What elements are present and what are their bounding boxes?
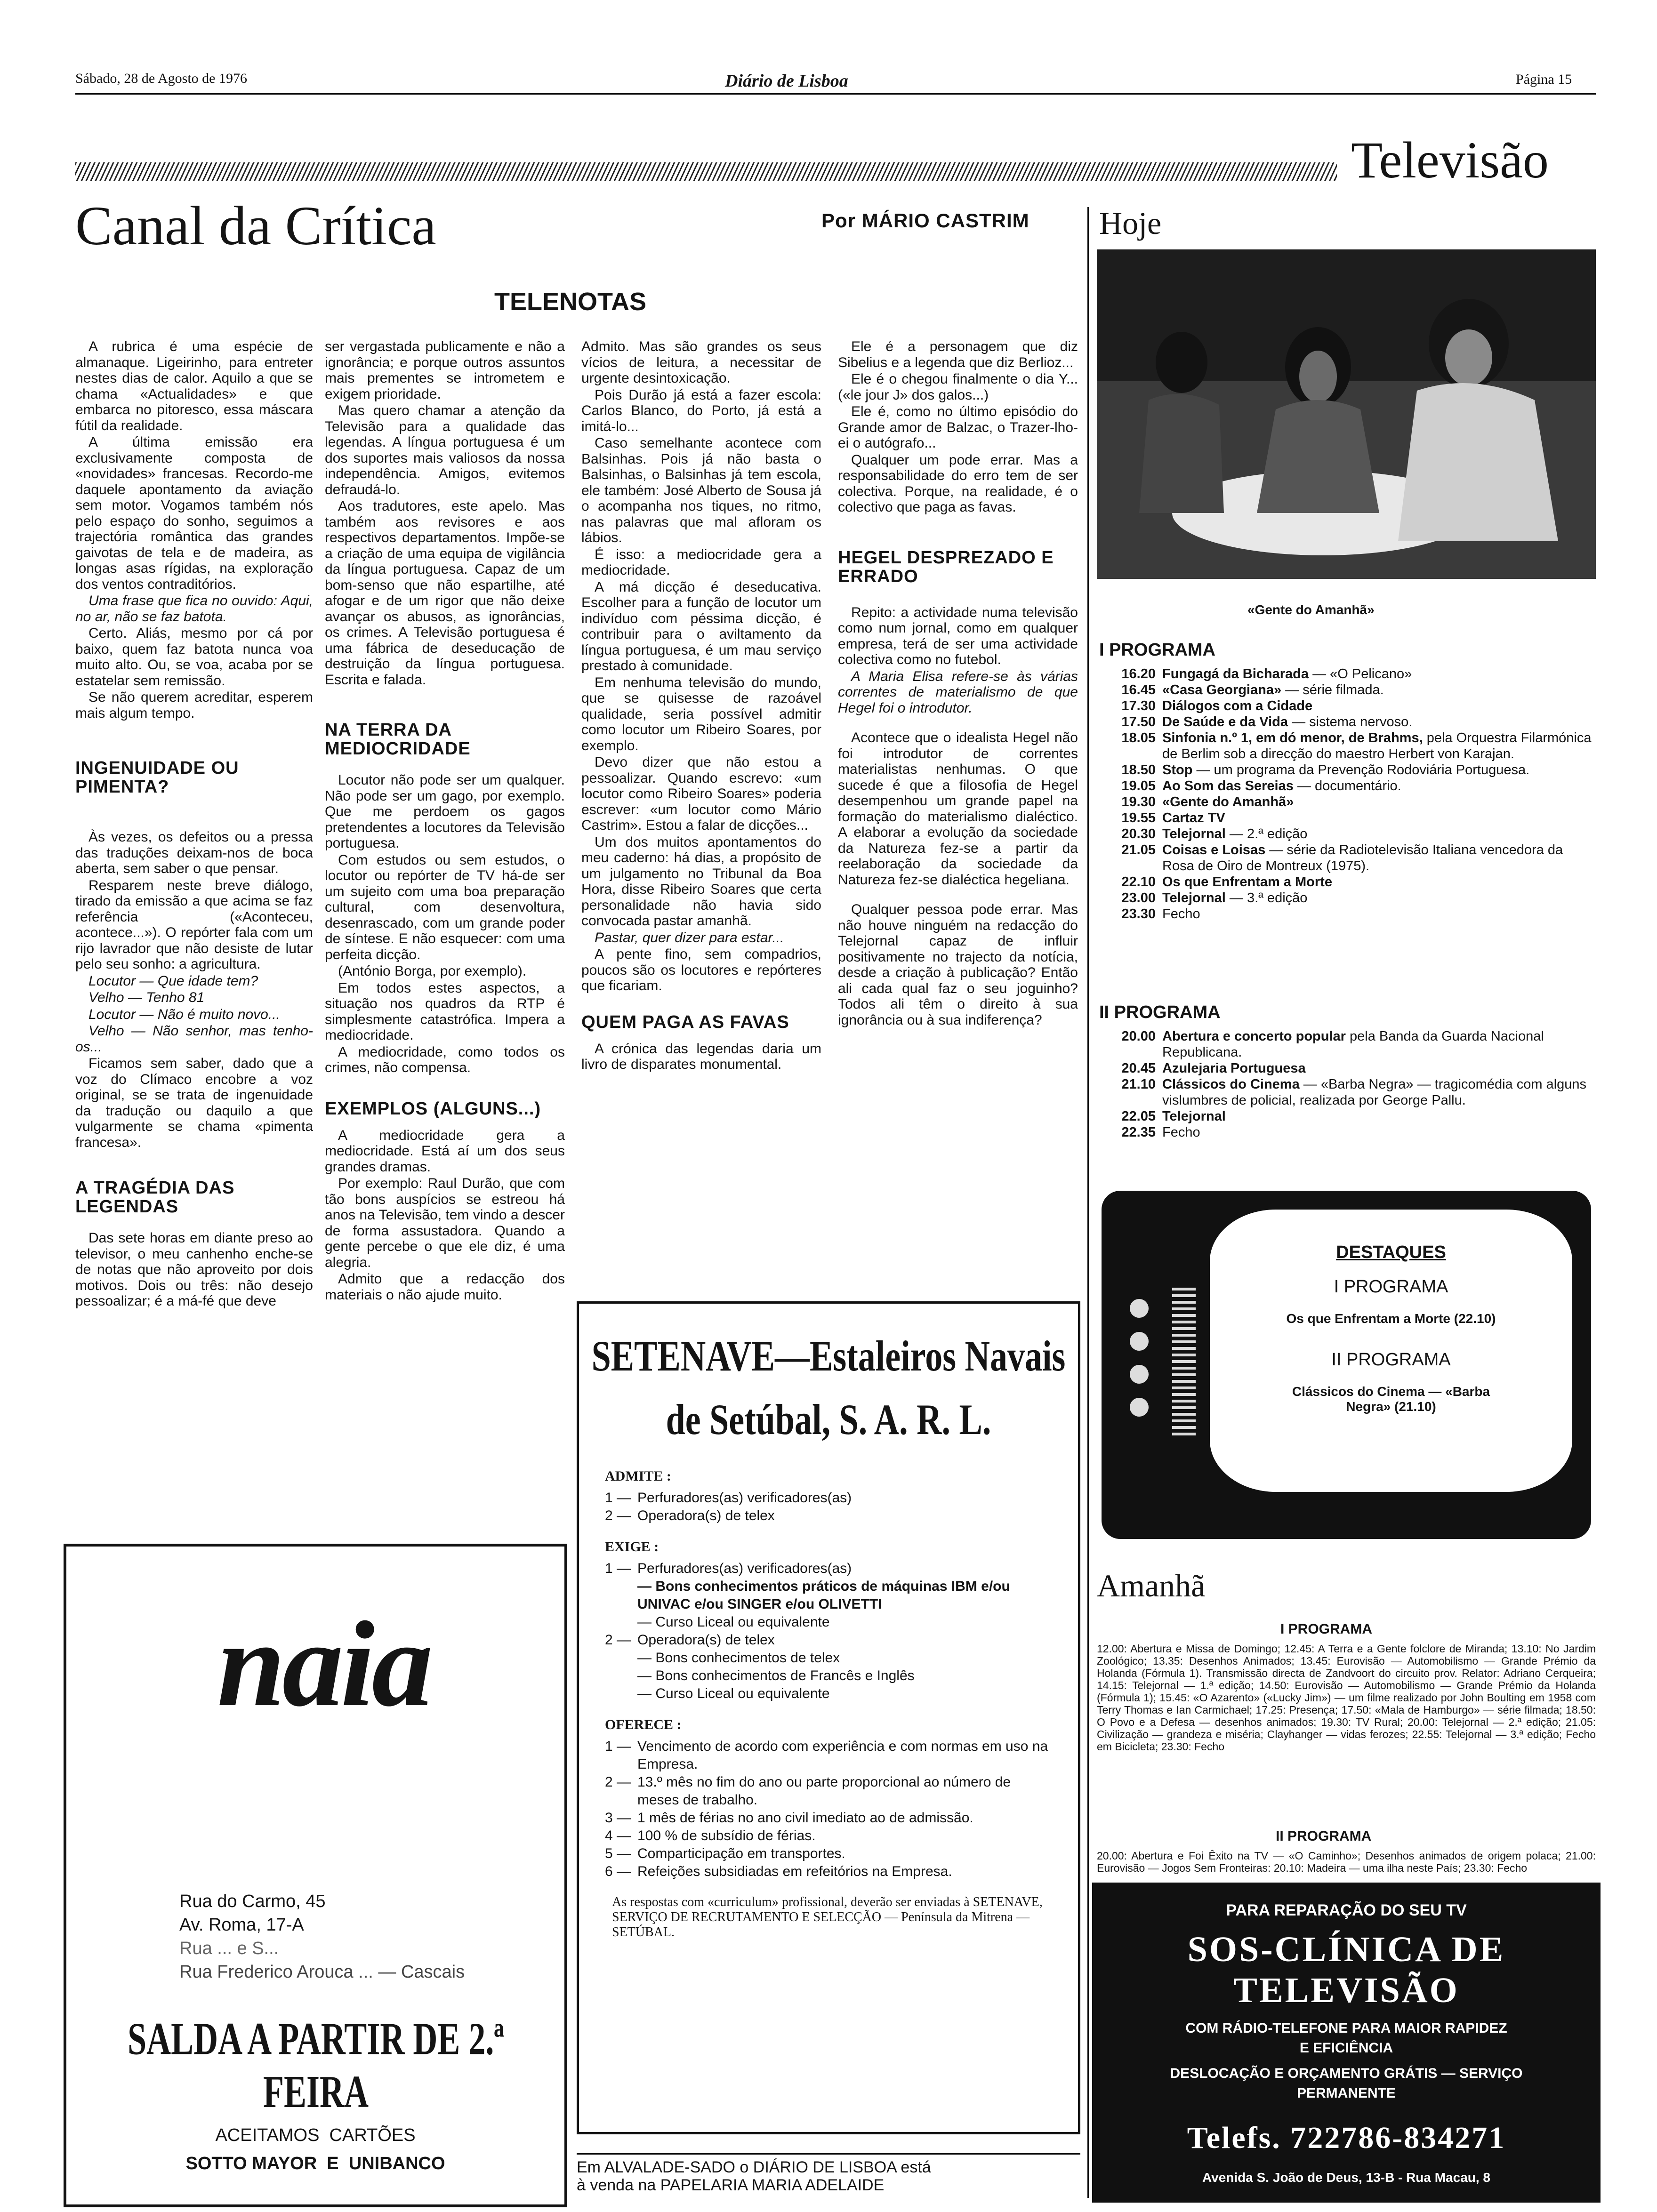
header-date: Sábado, 28 de Agosto de 1976 [75, 71, 247, 86]
schedule-show: Os que Enfrentam a Morte [1162, 874, 1332, 890]
paragraph: Uma frase que fica no ouvido: Aqui, no ar, não se faz batota. [75, 593, 313, 625]
schedule-show: Abertura e concerto popular [1162, 1029, 1346, 1044]
setenave-title-2: de Setúbal, S. A. R. L. [666, 1395, 991, 1444]
dialogue-line: Velho — Tenho 81 [88, 990, 205, 1005]
schedule-time: 21.10 [1121, 1077, 1156, 1092]
schedule-time: 20.30 [1121, 826, 1156, 842]
paragraph: Admito que a redacção dos materiais o não ajude muito. [325, 1271, 565, 1303]
program-2-list [1099, 1028, 1598, 1140]
paragraph: Em todos estes aspectos, a situação nos quadros da RTP é simplesmente catastrófica. Impera a mediocridade. [325, 980, 565, 1043]
schedule-item [1099, 698, 1598, 714]
schedule-show: «Gente do Amanhã» [1162, 794, 1294, 809]
today-title: Hoje [1099, 205, 1162, 241]
schedule-time: 18.05 [1121, 730, 1156, 745]
schedule-note: — 2.ª edição [1225, 826, 1308, 842]
list-item [603, 1560, 1054, 1578]
schedule-time: 19.55 [1121, 810, 1156, 825]
tomorrow-program-1-text: 12.00: Abertura e Missa de Domingo; 12.45: A Terra e a Gente folclore de Miranda; 13.10: No Jardim Zoológico; 13.35: Desenhos Animados; 13.45: Eurovisão — Automobilismo — Grande Prémio da Holanda (Fórmula 1). Transmissão directa de Zandvoort do circuito prov. Relator: Adriano Cerqueira; 14.15: Telejornal — 1.ª edição; 14.50: Eurovisão — Automobilismo — Grande Prémio da Holanda (Fórmula 1); 15.45: «O Azarento» («Lucky Jim») — um filme realizado por John Boulting em 1958 com Terry Thomas e Ian Carmichael; 17.25: Presença; 17.50: «Mala de Hamburgo» — série filmada; 18.50: O Povo e a Defesa — desenhos animados; 19.30: TV Rural; 20.00: Telejornal — 2.ª edição; 21.05: Civilização — grandeza e miséria; Clayhanger — vidas ferozes; 22.55: Telejornal — 3.ª edição; Fecho em Bicicleta; 23.30: Fecho [1097, 1643, 1596, 1753]
list-item [603, 1613, 1054, 1631]
list-item [603, 1649, 1054, 1667]
paragraph: A pente fino, sem compadrios, poucos são os locutores e repórteres que ficariam. [581, 946, 821, 994]
schedule-note: — «O Pelicano» [1309, 666, 1412, 681]
naia-sale: SALDA A PARTIR DE 2.ª FEIRA [128, 2013, 504, 2117]
masthead: Diário de Lisboa [720, 71, 853, 91]
tomorrow-program-2-text: 20.00: Abertura e Foi Êxito na TV — «O Caminho»; Desenhos animados de origem polaca; 21.00: Eurovisão — Jogos Sem Fronteiras: 20.10: Madeira — uma ilha neste País; 23.30: Fecho [1097, 1850, 1596, 1874]
sos-line-1: COM RÁDIO-TELEFONE PARA MAIOR RAPIDEZ [1185, 2020, 1507, 2036]
sos-address: Avenida S. João de Deus, 13-B - Rua Macau, 8 [1202, 2170, 1491, 2185]
program-2-title: II PROGRAMA [1099, 1002, 1221, 1022]
paragraph: Qualquer um pode errar. Mas a responsabilidade do erro tem de ser colectiva. Porque, na realidade, é o colectivo que paga as favas. [838, 452, 1078, 515]
exige-list [603, 1560, 1054, 1703]
paragraph: Um dos muitos apontamentos do meu caderno: há dias, a propósito de um julgamento no Tribunal da Boa Hora, disse Ribeiro Soares que certa personalidade não havia sido convocada pastar amanhã. [581, 834, 821, 929]
paragraph: Locutor não pode ser um qualquer. Não pode ser um gago, por exemplo. Que me perdoem os gagos pretendentes a locutores da Televisão portuguesa. [325, 772, 565, 851]
tv-speaker [1172, 1285, 1196, 1435]
schedule-note: — «Barba Negra» — tragicomédia com alguns vislumbres de policial, realizada por George Pallu. [1162, 1077, 1587, 1108]
naia-cards-line-1: ACEITAMOS CARTÕES [215, 2125, 416, 2145]
paragraph: Caso semelhante acontece com Balsinhas. Pois já não basta o Balsinhas, o Balsinhas já tem escola, ele também: José Alberto de Sousa já o acompanha nos tiques, no ritmo, nas palavras que mal afloram os lábios. [581, 435, 821, 545]
paragraph: Mas quero chamar a atenção da Televisão para a qualidade das legendas. A língua portuguesa é um dos suportes mais valiosos da nossa independência. Amigos, evitemos defraudá-lo. [325, 403, 565, 497]
schedule-time: 22.10 [1121, 874, 1156, 890]
list-number: 6 — [604, 1864, 631, 1879]
highlights-program-1: I PROGRAMA [1334, 1277, 1448, 1297]
paragraph: É isso: a mediocridade gera a mediocridade. [581, 546, 821, 578]
schedule-time: 23.00 [1121, 890, 1156, 906]
list-text: Refeições subsidiadas em refeitórios na Empresa. [637, 1864, 952, 1879]
list-item [603, 1827, 1054, 1845]
list-number: 1 — [604, 1490, 631, 1506]
list-item [603, 1773, 1054, 1809]
paragraph: Pois Durão já está a fazer escola: Carlos Blanco, do Porto, já está a imitá-lo... [581, 387, 821, 434]
schedule-item [1099, 906, 1598, 922]
article-column-1 [75, 339, 313, 1310]
list-text: — Curso Liceal ou equivalente [637, 1686, 830, 1701]
schedule-time: 22.35 [1121, 1125, 1156, 1140]
list-text: 13.º mês no fim do ano ou parte proporcional ao número de meses de trabalho. [637, 1774, 1011, 1808]
list-text: Operadora(s) de telex [637, 1508, 775, 1523]
schedule-show: Diálogos com a Cidade [1162, 698, 1313, 713]
admite-label: ADMITE : [605, 1468, 671, 1484]
list-number: 3 — [604, 1810, 631, 1826]
schedule-item [1099, 810, 1598, 826]
highlights-item-1: Os que Enfrentam a Morte (22.10) [1286, 1311, 1496, 1326]
subheading: QUEM PAGA AS FAVAS [581, 1012, 789, 1032]
list-item [603, 1667, 1054, 1685]
schedule-time: 18.50 [1121, 762, 1156, 777]
list-number [603, 1667, 631, 1685]
schedule-time: 20.00 [1121, 1029, 1156, 1044]
schedule-item [1099, 826, 1598, 842]
schedule-time: 17.30 [1121, 698, 1156, 713]
naia-address: Av. Roma, 17-A [179, 1915, 304, 1935]
byline: Por MÁRIO CASTRIM [821, 209, 1030, 232]
admite-list [603, 1489, 1054, 1525]
dialogue-line: Locutor — Que idade tem? [88, 973, 258, 989]
schedule-item [1099, 714, 1598, 730]
schedule-item [1099, 1028, 1598, 1060]
sos-title: SOS-CLÍNICA DE TELEVISÃO [1187, 1930, 1505, 2010]
paragraph: Ele é, como no último episódio do Grande amor de Balzac, o Trazer-lho-ei o autógrafo... [838, 404, 1078, 451]
list-item [603, 1507, 1054, 1525]
paragraph: Admito. Mas são grandes os seus vícios de leitura, a necessitar de urgente desintoxicação. [581, 339, 821, 386]
tv-knob [1130, 1299, 1149, 1318]
list-number [603, 1649, 631, 1667]
list-text: — Bons conhecimentos práticos de máquinas IBM e/ou UNIVAC e/ou SINGER e/ou OLIVETTI [637, 1579, 1010, 1612]
highlights-title: DESTAQUES [1336, 1242, 1446, 1262]
list-number [603, 1613, 631, 1631]
schedule-note: — documentário. [1293, 778, 1401, 793]
schedule-show: Clássicos do Cinema [1162, 1077, 1300, 1092]
alvalade-line-1: Em ALVALADE-SADO o DIÁRIO DE LISBOA está [577, 2158, 931, 2176]
paragraph: A mediocridade, como todos os crimes, não compensa. [325, 1044, 565, 1075]
paragraph: Aos tradutores, este apelo. Mas também aos revisores e aos respectivos departamentos. Impõe-se a criação de uma equipa de vigilância da língua portuguesa. Capaz de um bom-senso que não espartilhe, até afogar e de um rigor que não deixe avançar os abusos, as ignorâncias, os crimes. A Televisão portuguesa é uma fábrica de deseducação de destruição da língua portuguesa. Escrita e falada. [325, 498, 565, 688]
dialogue-line: Velho — Não senhor, mas tenho-os... [75, 1023, 313, 1055]
paragraph: Ficamos sem saber, dado que a voz do Clímaco encobre a voz original, se se trata de ingenuidade da tradução ou daquilo a que vulgarmente se chama «pimenta francesa». [75, 1056, 313, 1150]
list-text: Perfuradores(as) verificadores(as) [637, 1561, 852, 1576]
list-number: 1 — [604, 1739, 631, 1754]
highlights-item-2: Clássicos do Cinema — «Barba Negra» (21.10) [1292, 1384, 1490, 1414]
subheading: NA TERRA DA MEDIOCRIDADE [325, 720, 471, 759]
list-text: Comparticipação em transportes. [637, 1846, 845, 1861]
schedule-note: pela Orquestra Filarmónica de Berlim sob a direcção do maestro Herbert von Karajan. [1162, 730, 1592, 761]
tv-knob [1130, 1332, 1149, 1351]
list-text: — Bons conhecimentos de telex [637, 1650, 840, 1666]
naia-address: Rua Frederico Arouca ... — Cascais [179, 1962, 465, 1982]
subheading: EXEMPLOS (ALGUNS...) [325, 1098, 541, 1119]
list-number: 1 — [604, 1561, 631, 1576]
schedule-show: Telejornal [1162, 890, 1226, 906]
schedule-note: Fecho [1162, 906, 1200, 922]
paragraph: A Maria Elisa refere-se às várias correntes de materialismo de que Hegel foi o introdutor. [838, 668, 1078, 716]
schedule-show: De Saúde e da Vida [1162, 714, 1288, 729]
list-number: 2 — [604, 1632, 631, 1648]
program-1-list [1099, 666, 1598, 922]
list-number: 2 — [604, 1508, 631, 1523]
schedule-show: Sinfonia n.º 1, em dó menor, de Brahms, [1162, 730, 1423, 745]
schedule-item [1099, 842, 1598, 874]
paragraph: ser vergastada publicamente e não a ignorância; e porque outros assuntos mais prementes se intrometem e exigem prioridade. [325, 339, 565, 402]
list-number: 4 — [604, 1828, 631, 1843]
schedule-item [1099, 1108, 1598, 1124]
schedule-note: Fecho [1162, 1125, 1200, 1140]
photo-illustration [1097, 249, 1596, 579]
list-item [603, 1863, 1054, 1881]
schedule-show: Fungagá da Bicharada [1162, 666, 1309, 681]
list-number: 2 — [604, 1774, 631, 1790]
paragraph: Repito: a actividade numa televisão como num jornal, como em qualquer empresa, terá de ser uma actividade colectiva como no futebol. [838, 604, 1078, 667]
list-item [603, 1578, 1054, 1613]
list-text: Perfuradores(as) verificadores(as) [637, 1490, 852, 1506]
list-text: Vencimento de acordo com experiência e com normas em uso na Empresa. [637, 1739, 1048, 1772]
schedule-item [1099, 890, 1598, 906]
paragraph: Pastar, quer dizer para estar... [595, 930, 784, 946]
exige-label: EXIGE : [605, 1539, 659, 1555]
schedule-item [1099, 682, 1598, 698]
paragraph: Com estudos ou sem estudos, o locutor ou repórter de TV há-de ser um sujeito com uma boa preparação cultural, com desenvoltura, desenrascado, com um grande poder de síntese. E não esquecer: com uma perfeita dicção. [325, 852, 565, 962]
section-hatch [75, 162, 1337, 181]
paragraph: Devo dizer que não estou a pessoalizar. Quando escrevo: «um locutor como Ribeiro Soares» poderia escrever: «um locutor como Mário Castrim». Estou a falar de dicções... [581, 754, 821, 833]
dialogue-line: Locutor — Não é muito novo... [88, 1006, 280, 1022]
schedule-show: «Casa Georgiana» [1162, 682, 1282, 697]
schedule-time: 17.50 [1121, 714, 1156, 729]
column-divider [1087, 207, 1089, 2198]
subheading: A TRAGÉDIA DAS LEGENDAS [75, 1178, 235, 1217]
article-column-4 [838, 339, 1078, 1029]
schedule-item [1099, 794, 1598, 810]
schedule-time: 23.30 [1121, 906, 1156, 922]
tomorrow-title: Amanhã [1097, 1568, 1206, 1603]
paragraph: (António Borga, por exemplo). [338, 963, 527, 979]
photo-caption: «Gente do Amanhã» [1247, 602, 1375, 617]
list-number [603, 1685, 631, 1703]
schedule-show: Telejornal [1162, 1109, 1226, 1124]
article-column-2 [325, 339, 565, 1304]
highlights-program-2: II PROGRAMA [1331, 1350, 1451, 1370]
list-item [603, 1738, 1054, 1773]
schedule-show: Coisas e Loisas [1162, 842, 1266, 858]
paragraph: A má dicção é deseducativa. Escolher para a função de locutor um indivíduo com péssima dicção, é contribuir para o aviltamento da língua portuguesa, é um mau serviço prestado à comunidade. [581, 579, 821, 673]
subheading: INGENUIDADE OU PIMENTA? [75, 758, 239, 797]
naia-cards-line-2: SOTTO MAYOR E UNIBANCO [185, 2154, 445, 2173]
paragraph: Acontece que o idealista Hegel não foi introdutor de correntes materialistas nenhumas. O que sucede é que a filosofia de Hegel desempenhou um grande papel na formação do materialismo dialéctico. A elaborar a evolução da sociedade da Natureza fez-se a partir da reelaboração da sociedade da Natureza fez-se dialéctica hegeliana. [838, 730, 1078, 888]
sos-telephone: Telefs. 722786-834271 [1187, 2121, 1506, 2155]
paragraph: A última emissão era exclusivamente composta de «novidades» francesas. Recordo-me daquele apontamento da aviação sem motor. Vogamos também nós pelo espaço do sonho, seguimos a trajectória romântica das grandes gaivotas de tela e de madeira, as longas asas rígidas, na exploração dos ventos contraditórios. [75, 434, 313, 592]
list-text: — Curso Liceal ou equivalente [637, 1614, 830, 1630]
alvalade-notice [577, 2153, 1080, 2194]
schedule-note: pela Banda da Guarda Nacional Republicana. [1162, 1029, 1544, 1060]
sos-ad [1092, 1883, 1601, 2203]
paragraph: A mediocridade gera a mediocridade. Está aí um dos seus grandes dramas. [325, 1127, 565, 1175]
schedule-time: 19.30 [1121, 794, 1156, 809]
schedule-item [1099, 1076, 1598, 1108]
schedule-time: 21.05 [1121, 842, 1156, 858]
naia-address: Rua do Carmo, 45 [179, 1891, 326, 1911]
schedule-show: Ao Som das Sereias [1162, 778, 1294, 793]
header-rule [75, 93, 1596, 95]
article-title: Canal da Crítica [75, 195, 436, 256]
schedule-note: — 3.ª edição [1225, 890, 1308, 906]
schedule-show: Stop [1162, 762, 1193, 777]
paragraph: Certo. Aliás, mesmo por cá por baixo, quem faz batota nunca voa muito alto. Ou, se voa, acaba por se estatelar sem remissão. [75, 625, 313, 689]
schedule-show: Telejornal [1162, 826, 1226, 842]
tv-screen [1210, 1210, 1572, 1492]
naia-ad [64, 1544, 567, 2207]
tv-knob [1130, 1398, 1149, 1417]
setenave-footer: As respostas com «curriculum» profissional, deverão ser enviadas à SETENAVE, SERVIÇO DE RECRUTAMENTO E SELECÇÃO — Península da Mitrena — SETÚBAL. [612, 1895, 1043, 1940]
paragraph: Resparem neste breve diálogo, tirado da emissão a que acima se faz referência («Aconteceu, acontece...»). O repórter fala com um rijo lavrador que não desiste de lutar pelo seu sonho: a agricultura. [75, 877, 313, 972]
setenave-ad [577, 1301, 1080, 2134]
sos-top: PARA REPARAÇÃO DO SEU TV [1226, 1901, 1467, 1919]
list-number: 5 — [604, 1846, 631, 1861]
photo [1097, 249, 1596, 579]
list-item [603, 1631, 1054, 1649]
schedule-time: 22.05 [1121, 1109, 1156, 1124]
schedule-time: 19.05 [1121, 778, 1156, 793]
setenave-title-1: SETENAVE—Estaleiros Navais [591, 1332, 1066, 1381]
schedule-note: — sistema nervoso. [1288, 714, 1413, 729]
page-number: Página 15 [1516, 72, 1572, 87]
schedule-show: Azulejaria Portuguesa [1162, 1061, 1306, 1076]
schedule-item [1099, 778, 1598, 794]
schedule-note: — série filmada. [1281, 682, 1384, 697]
section-title: Televisão [1351, 131, 1549, 189]
naia-logo: naia [217, 1596, 430, 1732]
sos-line-3: DESLOCAÇÃO E ORÇAMENTO GRÁTIS — SERVIÇO [1170, 2066, 1523, 2081]
schedule-item [1099, 1124, 1598, 1140]
list-item [603, 1809, 1054, 1827]
tv-knob [1130, 1365, 1149, 1384]
list-text: 100 % de subsídio de férias. [637, 1828, 816, 1843]
article-column-3 [581, 339, 821, 1074]
list-text: Operadora(s) de telex [637, 1632, 775, 1648]
paragraph: Às vezes, os defeitos ou a pressa das traduções deixam-nos de boca aberta, sem saber o que pensar. [75, 829, 313, 876]
schedule-item [1099, 762, 1598, 778]
list-item [603, 1489, 1054, 1507]
subheading: HEGEL DESPREZADO E ERRADO [838, 547, 1054, 586]
oferece-label: OFERECE : [605, 1717, 682, 1732]
schedule-time: 16.20 [1121, 666, 1156, 681]
alvalade-line-2: à venda na PAPELARIA MARIA ADELAIDE [577, 2176, 885, 2194]
paragraph: A crónica das legendas daria um livro de disparates monumental. [581, 1041, 821, 1072]
schedule-note: — série da Radiotelevisão Italiana vencedora da Rosa de Oiro de Montreux (1975). [1162, 842, 1563, 874]
list-number [603, 1578, 631, 1613]
program-1-title: I PROGRAMA [1099, 640, 1215, 660]
naia-address: Rua ... e S... [179, 1939, 279, 1958]
list-item [603, 1685, 1054, 1703]
paragraph: Ele é o chegou finalmente o dia Y... («le jour J» dos galos...) [838, 371, 1078, 403]
paragraph: Se não querem acreditar, esperem mais algum tempo. [75, 689, 313, 721]
schedule-show: Cartaz TV [1162, 810, 1225, 825]
schedule-time: 16.45 [1121, 682, 1156, 697]
tomorrow-program-2-title: II PROGRAMA [1276, 1828, 1372, 1844]
sos-line-2: E EFICIÊNCIA [1299, 2040, 1393, 2056]
schedule-item [1099, 730, 1598, 762]
list-item [603, 1845, 1054, 1863]
paragraph: A rubrica é uma espécie de almanaque. Ligeirinho, para entreter nestes dias de calor. Aquilo a que se chama «Actualidades» e que embarca no pitoresco, essa máscara fútil da realidade. [75, 339, 313, 433]
paragraph: Qualquer pessoa pode errar. Mas não houve ninguém na redacção do Telejornal capaz de influir positivamente no trajecto da notícia, desde a criação à publicação? Então ali cada qual faz o seu joguinho? Todos ali têm o direito à sua ignorância ou à sua indiferença? [838, 902, 1078, 1028]
schedule-item [1099, 874, 1598, 890]
paragraph: Ele é a personagem que diz Sibelius e a legenda que diz Berlioz... [838, 339, 1078, 370]
schedule-note: — um programa da Prevenção Rodoviária Portuguesa. [1192, 762, 1530, 777]
paragraph: Por exemplo: Raul Durão, que com tão bons auspícios se estreou há anos na Televisão, tem vindo a descer de forma assustadora. Quando a gente percebe o que ele diz, é uma alegria. [325, 1176, 565, 1270]
paragraph: Das sete horas em diante preso ao televisor, o meu canhenho enche-se de notas que não aproveito por dois motivos. Dois ou três: não desejo pessoalizar; é a má-fé que deve [75, 1230, 313, 1309]
list-text: 1 mês de férias no ano civil imediato ao de admissão. [637, 1810, 973, 1826]
article-heading: TELENOTAS [494, 288, 646, 316]
tomorrow-program-1-title: I PROGRAMA [1280, 1621, 1372, 1637]
schedule-item [1099, 666, 1598, 682]
schedule-item [1099, 1060, 1598, 1076]
paragraph: Em nenhuma televisão do mundo, que se quisesse de razoável qualidade, seria possível admitir como locutor um Ribeiro Soares, por exemplo. [581, 674, 821, 753]
schedule-time: 20.45 [1121, 1061, 1156, 1076]
oferece-list [603, 1738, 1054, 1881]
sos-line-4: PERMANENTE [1296, 2085, 1396, 2101]
tv-set-graphic [1102, 1191, 1591, 1539]
list-text: — Bons conhecimentos de Francês e Inglês [637, 1668, 915, 1683]
